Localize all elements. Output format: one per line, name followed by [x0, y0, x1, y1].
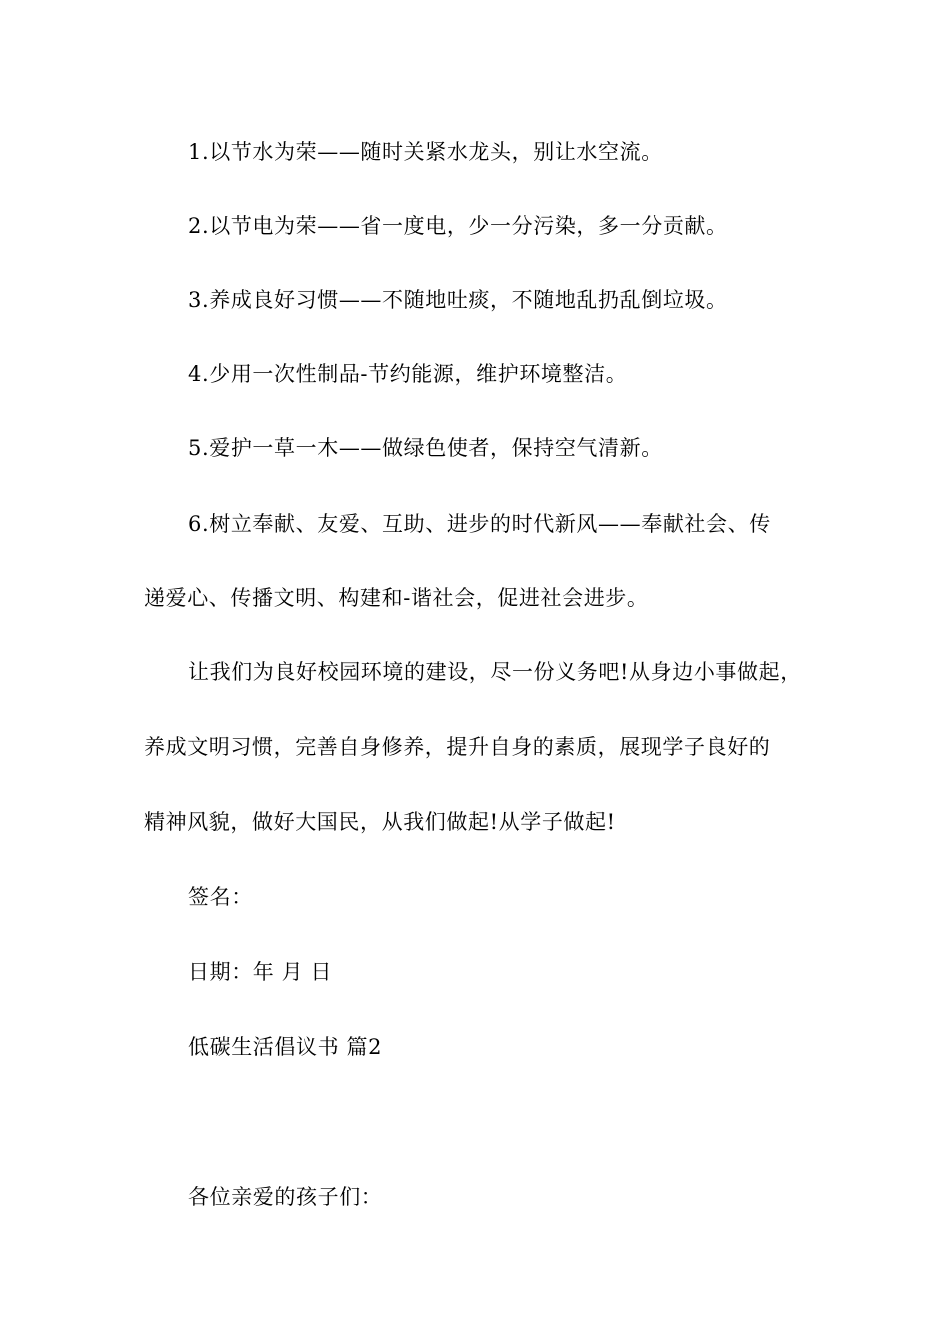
- greeting: 各位亲爱的孩子们：: [188, 1185, 383, 1209]
- proposal-item-6-line-1: 6.树立奉献、友爱、互助、进步的时代新风——奉献社会、传: [188, 512, 771, 536]
- date-label: 日期：年 月 日: [188, 960, 333, 984]
- section-title: 低碳生活倡议书 篇2: [188, 1035, 383, 1059]
- proposal-item-5: 5.爱护一草一木——做绿色使者，保持空气清新。: [188, 436, 663, 460]
- closing-paragraph-line-1: 让我们为良好校园环境的建设，尽一份义务吧!从身边小事做起，: [188, 660, 802, 684]
- proposal-item-4: 4.少用一次性制品-节约能源，维护环境整洁。: [188, 362, 628, 386]
- closing-paragraph-line-3: 精神风貌，做好大国民，从我们做起!从学子做起!: [144, 810, 616, 834]
- signature-label: 签名：: [188, 885, 253, 909]
- closing-paragraph-line-2: 养成文明习惯，完善自身修养，提升自身的素质，展现学子良好的: [144, 735, 771, 759]
- proposal-item-6-line-2: 递爱心、传播文明、构建和-谐社会，促进社会进步。: [144, 586, 649, 610]
- proposal-item-2: 2.以节电为荣——省一度电，少一分污染，多一分贡献。: [188, 214, 728, 238]
- proposal-item-3: 3.养成良好习惯——不随地吐痰，不随地乱扔乱倒垃圾。: [188, 288, 728, 312]
- proposal-item-1: 1.以节水为荣——随时关紧水龙头，别让水空流。: [188, 140, 663, 164]
